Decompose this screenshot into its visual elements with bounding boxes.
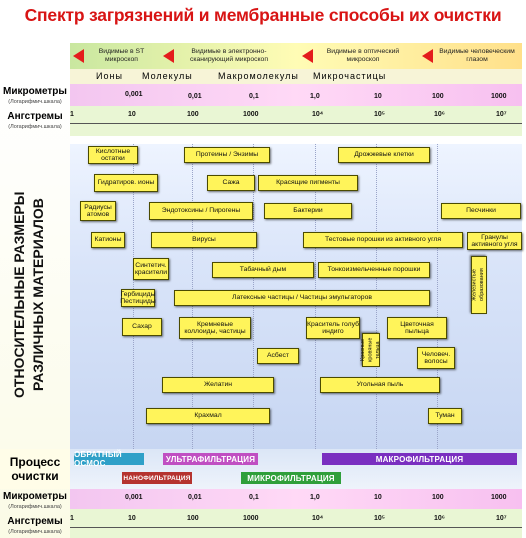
material-box: Тестовые порошки из активного угля (303, 232, 463, 248)
process-bar-nf: НАНОФИЛЬТРАЦИЯ (122, 472, 192, 484)
visibility-row (70, 43, 522, 69)
material-box: Человеч. волосы (417, 347, 455, 369)
material-box: Дрожжевые клетки (338, 147, 430, 163)
material-box: Вирусы (151, 232, 257, 248)
um-1: 1,0 (310, 494, 320, 501)
arrow-left-icon (73, 49, 84, 63)
a-1: 1 (70, 515, 74, 522)
process-bar-ro: ОБРАТНЫЙ ОСМОС (74, 453, 144, 465)
arrow-left-icon (302, 49, 313, 63)
material-box: Туман (428, 408, 462, 424)
material-box: Крахмал (146, 408, 270, 424)
ruler-line (70, 527, 522, 528)
a-1e4: 10⁴ (312, 515, 324, 522)
process-bar-uf: УЛЬТРАФИЛЬТРАЦИЯ (163, 453, 258, 465)
category-microparticles: Микрочастицы (313, 71, 387, 81)
a-10: 10 (128, 515, 136, 522)
a-1e7: 10⁷ (496, 515, 507, 522)
a-1: 1 (70, 111, 74, 118)
um-001: 0,01 (188, 93, 202, 100)
visibility-electron: Видимые в электронно-сканирующий микроскоп (189, 48, 269, 63)
arrow-left-icon (422, 49, 433, 63)
material-box: Песчинки (441, 203, 521, 219)
a-100: 100 (187, 515, 199, 522)
material-box: Табачный дым (212, 262, 314, 278)
micrometers-scale-bottom (70, 489, 522, 509)
um-1000: 1000 (491, 494, 507, 501)
visibility-st: Видимые в ST микроскоп (98, 48, 145, 63)
process-label: Процесс очистки (0, 449, 70, 489)
angstroms-label-top: Ангстремы (Логарифмич.шкала) (7, 111, 63, 130)
material-box: Гербициды Пестициды (120, 290, 156, 305)
um-100: 100 (432, 494, 444, 501)
visibility-optical: Видимые в оптический микроскоп (326, 48, 400, 63)
a-1e5: 10⁵ (374, 515, 386, 522)
material-box: Гранулы активного угля (467, 232, 522, 250)
a-1e4: 10⁴ (312, 111, 324, 118)
arrow-left-icon (163, 49, 174, 63)
angstroms-scale-bottom (70, 509, 522, 538)
micrometers-label-bottom: Микрометры (Логарифмич.шкала) (3, 491, 67, 510)
material-box: Сахар (122, 318, 162, 336)
angstroms-scale-top (70, 106, 522, 136)
material-box: Сажа (207, 175, 255, 191)
material-box: Краситель голуб индиго (306, 317, 360, 339)
material-box: Гидратиров. ионы (94, 174, 158, 192)
material-box: Желатин (162, 377, 274, 393)
a-1000: 1000 (243, 515, 259, 522)
micrometers-scale-top (70, 84, 522, 106)
side-label-wrap (10, 150, 65, 440)
um-10: 10 (374, 93, 382, 100)
um-0001: 0,001 (125, 494, 143, 501)
um-0001: 0,001 (125, 91, 143, 98)
material-box: Протеины / Энзимы (184, 147, 270, 163)
material-box-vertical: Железистые образования (471, 256, 487, 314)
category-ions: Ионы (96, 71, 123, 81)
material-box: Тонкоизмельченные порошки (318, 262, 430, 278)
a-1e6: 10⁶ (434, 111, 446, 118)
material-box: Цветочная пыльца (387, 317, 447, 339)
visibility-eye: Видимые человеческим глазом (439, 48, 515, 63)
material-box: Бактерии (264, 203, 352, 219)
a-1e7: 10⁷ (496, 111, 507, 118)
material-box: Кислотные остатки (88, 146, 138, 164)
category-molecules: Молекулы (142, 71, 193, 81)
micrometers-label-top: Микрометры (Логарифмич.шкала) (3, 86, 67, 105)
material-box: Красящие пигменты (258, 175, 358, 191)
side-label: ОТНОСИТЕЛЬНЫЕ РАЗМЕРЫ РАЗЛИЧНЫХ МАТЕРИАЛОВ (11, 191, 46, 399)
category-macromolecules: Макромолекулы (218, 71, 299, 81)
um-1: 1,0 (310, 93, 320, 100)
angstroms-label-bottom: Ангстремы (Логарифмич.шкала) (7, 516, 63, 535)
process-bar-micro: МИКРОФИЛЬТРАЦИЯ (241, 472, 341, 484)
material-box: Асбест (257, 348, 299, 364)
categories-row (70, 69, 522, 84)
um-10: 10 (374, 494, 382, 501)
material-box: Угольная пыль (320, 377, 440, 393)
a-1000: 1000 (243, 111, 259, 118)
um-001: 0,01 (188, 494, 202, 501)
grid-line (437, 144, 438, 449)
material-box: Эндотоксины / Пирогены (149, 202, 253, 220)
a-1e6: 10⁶ (434, 515, 446, 522)
a-1e5: 10⁵ (374, 111, 386, 118)
page-title: Спектр загрязнений и мембранные способы их очистки (24, 5, 502, 25)
um-1000: 1000 (491, 93, 507, 100)
material-box: Синтетич. красители (133, 258, 169, 280)
material-box-vertical: Красные кровяные тельца (362, 333, 380, 367)
process-bar-mf: МАКРОФИЛЬТРАЦИЯ (322, 453, 517, 465)
ruler-line (70, 123, 522, 124)
um-01: 0,1 (249, 494, 259, 501)
um-01: 0,1 (249, 93, 259, 100)
material-box: Катионы (91, 232, 125, 248)
material-box: Радиусы атомов (80, 201, 116, 221)
material-box: Кремневые коллоиды, частицы (179, 317, 251, 339)
um-100: 100 (432, 93, 444, 100)
material-box: Латексные частицы / Частицы эмульгаторов (174, 290, 430, 306)
a-100: 100 (187, 111, 199, 118)
a-10: 10 (128, 111, 136, 118)
